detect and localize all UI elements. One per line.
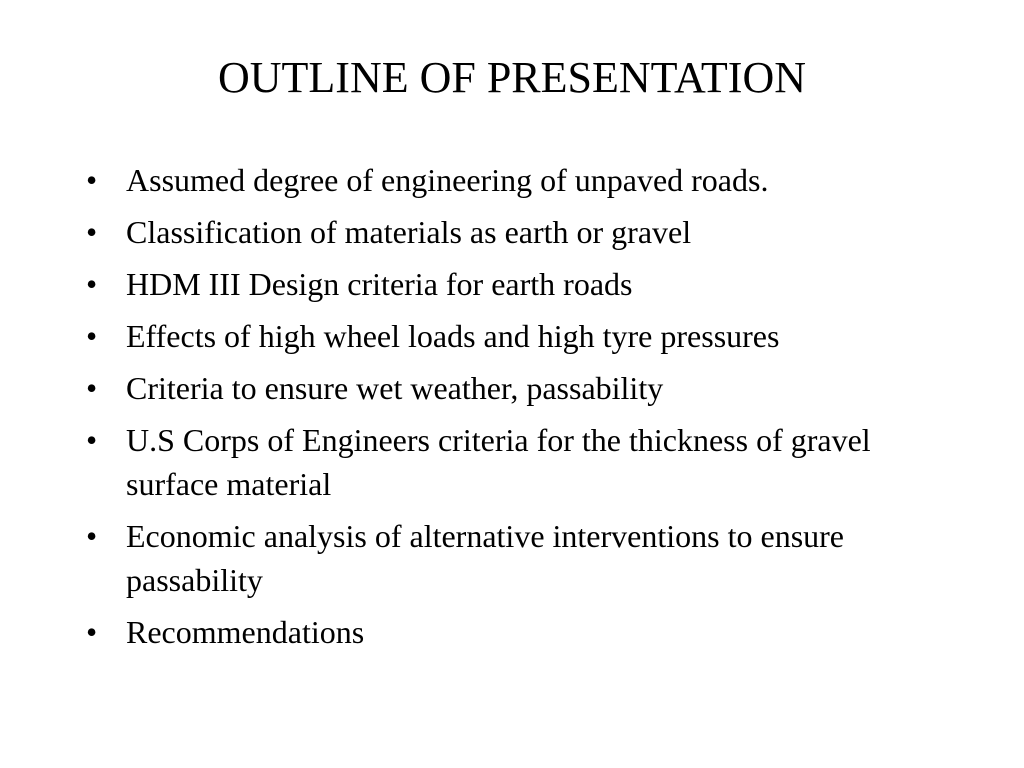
- bullet-text: Criteria to ensure wet weather, passability: [126, 370, 664, 406]
- bullet-text: Assumed degree of engineering of unpaved roads.: [126, 162, 769, 198]
- bullet-item: [86, 514, 946, 602]
- bullet-text: HDM III Design criteria for earth roads: [126, 266, 633, 302]
- bullet-text: Recommendations: [126, 614, 365, 650]
- bullet-marker: •: [86, 162, 98, 198]
- bullet-text: Effects of high wheel loads and high tyre pressures: [126, 318, 780, 354]
- bullet-item: [86, 314, 946, 358]
- bullet-marker: •: [86, 370, 98, 406]
- bullet-marker: •: [86, 614, 98, 650]
- bullet-marker: •: [86, 214, 98, 250]
- bullet-marker: •: [86, 422, 98, 458]
- bullet-text: Classification of materials as earth or gravel: [126, 214, 692, 250]
- bullet-item: [86, 262, 946, 306]
- bullet-text: U.S Corps of Engineers criteria for the thickness of gravel surface material: [126, 422, 871, 502]
- bullet-marker: •: [86, 266, 98, 302]
- bullet-list: [86, 158, 946, 662]
- bullet-marker: •: [86, 518, 98, 554]
- bullet-item: [86, 210, 946, 254]
- bullet-marker: •: [86, 318, 98, 354]
- bullet-item: [86, 158, 946, 202]
- bullet-text: Economic analysis of alternative interventions to ensure passability: [126, 518, 844, 598]
- bullet-item: [86, 418, 946, 506]
- bullet-item: [86, 610, 946, 654]
- slide-title: OUTLINE OF PRESENTATION: [217, 53, 806, 102]
- bullet-item: [86, 366, 946, 410]
